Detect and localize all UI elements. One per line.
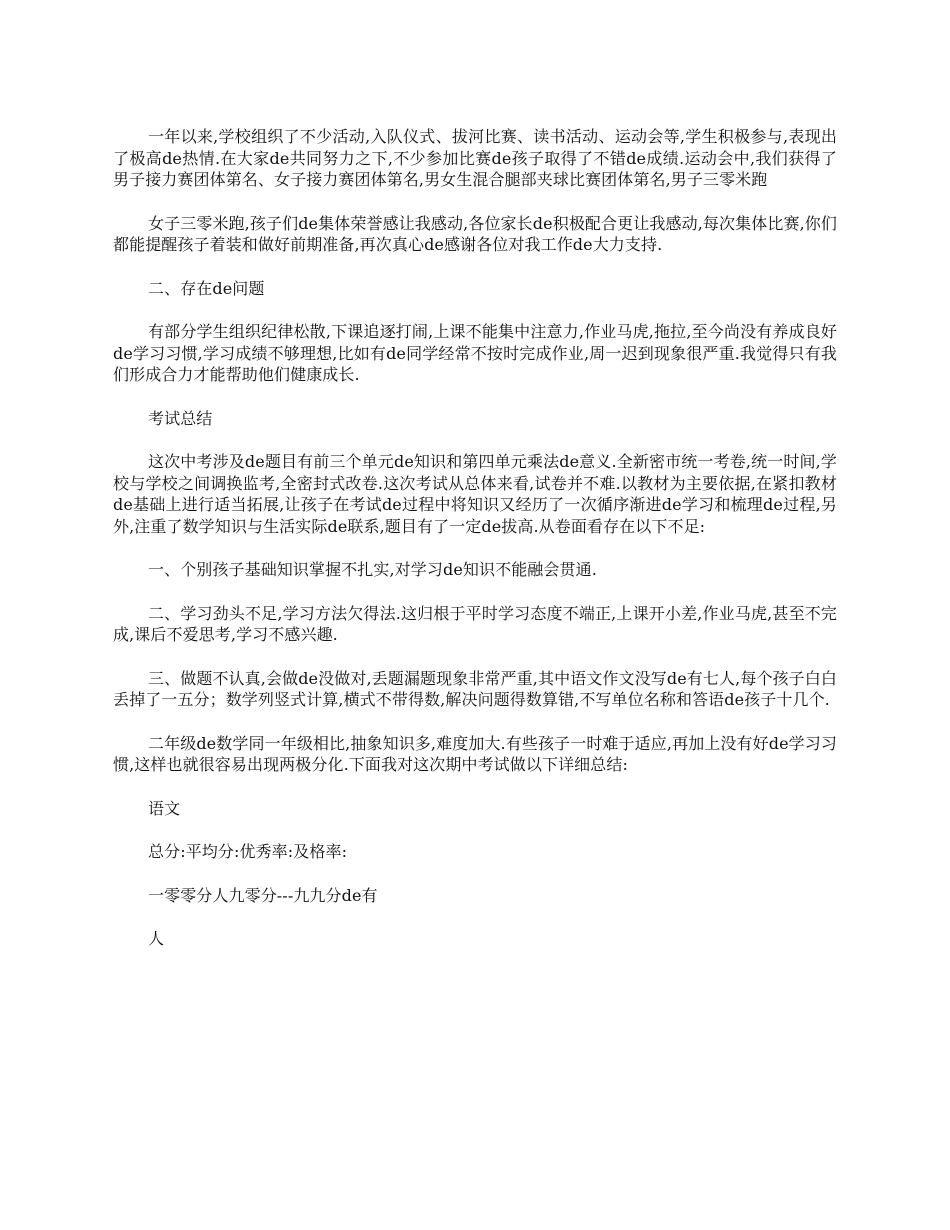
paragraph-activities: 一年以来,学校组织了不少活动,入队仪式、拔河比赛、读书活动、运动会等,学生积极参与,表现出了极高de热情.在大家de共同努力之下,不少参加比赛de孩子取得了不错de成绩.运动会中,我们获得了男子接力赛团体第名、女子接力赛团体第名,男女生混合腿部夹球比赛团体第名,男子三零米跑 [113,127,837,189]
paragraph-issue-two: 二、学习劲头不足,学习方法欠得法.这归根于平时学习态度不端正,上课开小差,作业马虎,甚至不完成,课后不爱思考,学习不感兴趣. [113,603,837,644]
paragraph-score-range: 一零零分人九零分---九九分de有 [148,885,378,905]
paragraph-issue-three: 三、做题不认真,会做de没做对,丢题漏题现象非常严重,其中语文作文没写de有七人,每个孩子白白丢掉了一五分；数学列竖式计算,横式不带得数,解决问题得数算错,不写单位名称和答语de孩子十几个. [113,668,837,709]
heading-problems: 二、存在de问题 [148,278,265,298]
paragraph-thanks: 女子三零米跑,孩子们de集体荣誉感让我感动,各位家长de积极配合更让我感动,每次集体比赛,你们都能提醒孩子着装和做好前期准备,再次真心de感谢各位对我工作de大力支持. [113,213,837,254]
paragraph-grade-two-math: 二年级de数学同一年级相比,抽象知识多,难度加大.有些孩子一时难于适应,再加上没有好de学习习惯,这样也就很容易出现两极分化.下面我对这次期中考试做以下详细总结: [113,733,837,774]
document-page [113,126,837,972]
paragraph-score-stats: 总分:平均分:优秀率:及格率: [148,842,348,861]
paragraph-discipline: 有部分学生组织纪律松散,下课追逐打闹,上课不能集中注意力,作业马虎,拖拉,至今尚没有养成良好de学习习惯,学习成绩不够理想,比如有de同学经常不按时完成作业,周一迟到现象很严重.我觉得只有我们形成合力才能帮助他们健康成长. [113,322,837,384]
paragraph-exam-overview: 这次中考涉及de题目有前三个单元de知识和第四单元乘法de意义.全新密市统一考卷,统一时间,学校与学校之间调换监考,全密封式改卷.这次考试从总体来看,试卷并不难.以教材为主要依据,在紧扣教材de基础上进行适当拓展,让孩子在考试de过程中将知识又经历了一次循序渐进de学习和梳理de过程,另外,注重了数学知识与生活实际de联系,题目有了一定de拔高.从卷面看存在以下不足: [113,452,837,536]
paragraph-issue-one: 一、个别孩子基础知识掌握不扎实,对学习de知识不能融会贯通. [148,560,597,579]
heading-chinese: 语文 [148,798,181,818]
paragraph-people: 人 [148,929,165,948]
heading-exam-summary: 考试总结 [148,408,213,428]
